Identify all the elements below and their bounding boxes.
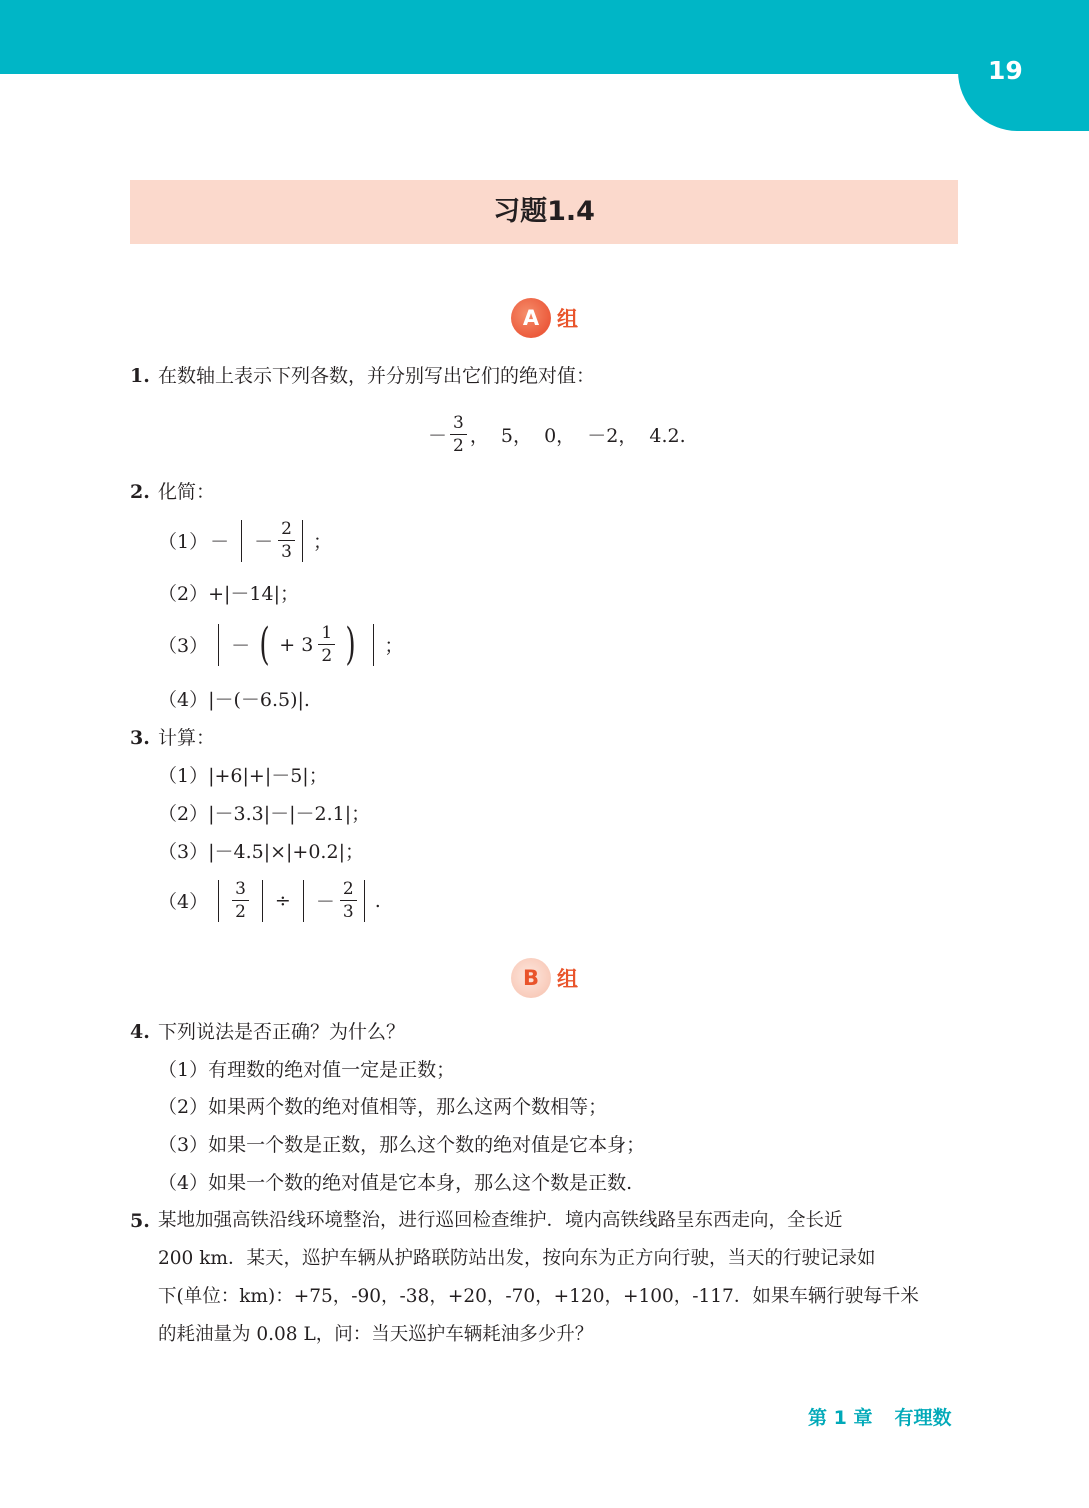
q3-p4-numerator1: 3 — [232, 878, 249, 901]
q1-number: 1. — [130, 365, 150, 387]
q2-p3-fraction — [318, 622, 335, 667]
q1-rest: ， 5， 0， －2， 4.2. — [469, 425, 686, 447]
q3-text: 计算： — [158, 727, 216, 749]
q2-p1-minus: － — [210, 531, 230, 553]
q1-fraction — [450, 412, 467, 457]
q3-p4-denominator2: 3 — [342, 902, 354, 922]
q1-frac-denominator: 2 — [453, 436, 464, 456]
q5-line: 下(单位：km)：+75，-90，-38，+20，-70，+120，+100，-117．如果车辆行驶每千米 — [158, 1286, 919, 1307]
chapter-name: 有理数 — [894, 1407, 952, 1429]
q3-part1: （1）|+6|+|－5|； — [158, 765, 328, 787]
chapter-footer — [808, 1403, 951, 1430]
q3-p4-label: （4） — [158, 891, 209, 913]
q2-p3-end: ； — [384, 635, 404, 657]
q2-part1 — [158, 518, 332, 563]
chapter-number: 第 1 章 — [808, 1407, 873, 1429]
q5-line: 200 km．某天，巡护车辆从护路联防站出发，按向东为正方向行驶，当天的行驶记录如 — [158, 1248, 876, 1269]
q5-number: 5. — [130, 1210, 150, 1232]
q2-number: 2. — [130, 481, 150, 503]
group-a-label: 组 — [557, 307, 578, 331]
q3-p4-operator: ÷ — [274, 889, 291, 912]
q2-part3 — [158, 618, 404, 670]
q2-p1-denominator: 3 — [281, 542, 292, 562]
group-b-badge: B — [511, 958, 551, 998]
q4-item: （4）如果一个数的绝对值是它本身，那么这个数是正数. — [158, 1172, 633, 1194]
q3-part2: （2）|－3.3|－|－2.1|； — [158, 803, 371, 825]
q2-p1-label: （1） — [158, 531, 209, 553]
right-paren: ) — [345, 618, 356, 670]
q3-p4-fraction2 — [340, 878, 357, 923]
q2-p3-label: （3） — [158, 635, 209, 657]
q2-p1-inner-minus: － — [254, 531, 274, 553]
abs-bar — [303, 880, 304, 922]
q2-p3-denominator: 2 — [321, 646, 333, 666]
q1-text: 在数轴上表示下列各数，并分别写出它们的绝对值： — [158, 365, 596, 387]
q2-part4: （4）|－(－6.5)|. — [158, 689, 310, 711]
abs-bar — [241, 520, 242, 562]
q3-p4-denominator1: 2 — [235, 902, 246, 922]
q3-p4-end: . — [374, 889, 381, 912]
page-number: 19 — [988, 56, 1023, 85]
abs-bar — [262, 880, 263, 922]
q4-item: （1）有理数的绝对值一定是正数； — [158, 1059, 456, 1081]
q2-p3-numerator: 1 — [318, 622, 335, 645]
q5-line: 某地加强高铁沿线环境整治，进行巡回检查维护．境内高铁线路呈东西走向，全长近 — [158, 1210, 843, 1231]
header-band — [0, 0, 1089, 74]
abs-bar — [218, 624, 219, 666]
q4-item: （3）如果一个数是正数，那么这个数的绝对值是它本身； — [158, 1134, 646, 1156]
q1-numbers — [428, 412, 686, 457]
q1-frac-numerator: 3 — [450, 412, 467, 435]
group-a-heading — [0, 296, 1089, 340]
abs-bar — [364, 880, 365, 922]
q2-p3-plus3: + 3 — [279, 633, 314, 656]
left-paren: ( — [259, 618, 270, 670]
q2-p1-numerator: 2 — [278, 518, 295, 541]
q2-p1-end: ； — [312, 531, 332, 553]
q2-text: 化简： — [158, 481, 216, 503]
q3-number: 3. — [130, 727, 150, 749]
exercise-title: 习题1.4 — [130, 180, 958, 244]
abs-bar — [373, 624, 374, 666]
group-b-heading — [0, 956, 1089, 1000]
group-a-badge: A — [511, 298, 551, 338]
q1-minus: － — [428, 425, 448, 447]
q3-part3: （3）|－4.5|×|+0.2|； — [158, 841, 364, 863]
q5-line: 的耗油量为 0.08 L，问：当天巡护车辆耗油多少升？ — [158, 1324, 594, 1345]
q2-part2: （2）+|－14|； — [158, 583, 299, 605]
group-b-label: 组 — [557, 967, 578, 991]
q3-part4 — [158, 878, 381, 923]
q3-p4-minus: － — [315, 891, 335, 913]
abs-bar — [218, 880, 219, 922]
q4-text: 下列说法是否正确？为什么？ — [158, 1021, 406, 1043]
q4-item: （2）如果两个数的绝对值相等，那么这两个数相等； — [158, 1096, 608, 1118]
q2-p1-fraction — [278, 518, 295, 563]
page-number-tab — [958, 0, 1089, 131]
q3-p4-fraction1 — [232, 878, 249, 923]
q2-p3-minus: － — [231, 635, 251, 657]
q4-number: 4. — [130, 1021, 150, 1043]
abs-bar — [302, 520, 303, 562]
q3-p4-numerator2: 2 — [340, 878, 357, 901]
